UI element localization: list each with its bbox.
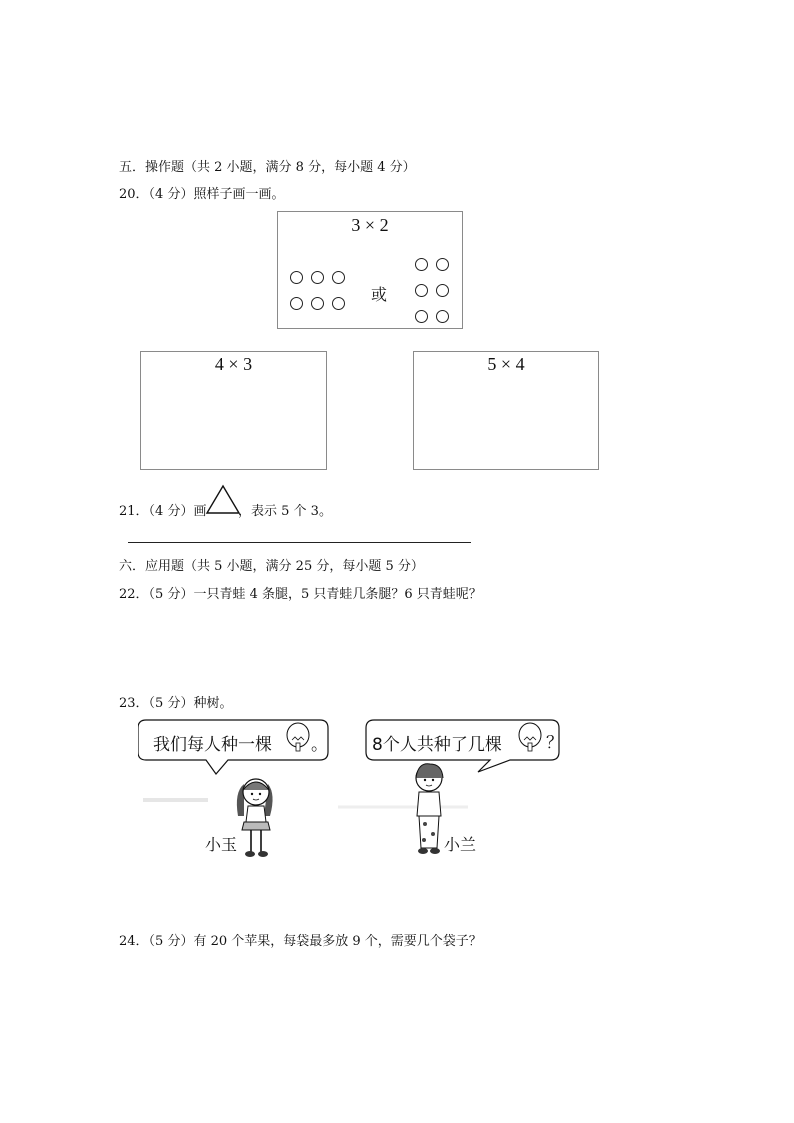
speech-bubble-left-end: 。 bbox=[311, 735, 328, 755]
speech-bubble-right-end: ？ bbox=[546, 733, 563, 753]
circle-icon bbox=[436, 310, 449, 323]
or-label: 或 bbox=[371, 285, 388, 304]
circle-icon bbox=[436, 284, 449, 297]
circle-icon bbox=[290, 297, 303, 310]
question-23-text: 23．（5 分）种树。 bbox=[119, 696, 233, 711]
question-21-prefix: 21．（4 分）画 bbox=[119, 504, 207, 519]
circle-icon bbox=[311, 271, 324, 284]
circle-icon bbox=[415, 284, 428, 297]
circle-icon bbox=[415, 310, 428, 323]
girl-figure-right bbox=[416, 764, 443, 854]
answer-box-4x3-title: 4 × 3 bbox=[214, 354, 253, 374]
answer-box-5x4[interactable] bbox=[413, 351, 599, 470]
section-5-heading: 五．操作题（共 2 小题，满分 8 分，每小题 4 分） bbox=[119, 160, 416, 175]
section-6-heading: 六．应用题（共 5 小题，满分 25 分，每小题 5 分） bbox=[119, 559, 424, 574]
circle-icon bbox=[332, 271, 345, 284]
example-box bbox=[277, 211, 463, 329]
circle-icon bbox=[332, 297, 345, 310]
circle-icon bbox=[436, 258, 449, 271]
answer-box-5x4-title: 5 × 4 bbox=[487, 354, 525, 374]
circle-icon bbox=[311, 297, 324, 310]
question-24-text: 24．（5 分）有 20 个苹果，每袋最多放 9 个，需要几个袋子？ bbox=[119, 934, 482, 949]
question-22-text: 22．（5 分）一只青蛙 4 条腿，5 只青蛙几条腿？6 只青蛙呢？ bbox=[119, 587, 482, 602]
question-21-suffix: ，表示 5 个 3。 bbox=[238, 504, 332, 519]
example-box-title: 3 × 2 bbox=[351, 215, 389, 235]
girl-figure-left bbox=[237, 779, 273, 857]
circle-icon bbox=[290, 271, 303, 284]
name-xiaoyu: 小玉 bbox=[205, 835, 238, 854]
question-20-text: 20．（4 分）照样子画一画。 bbox=[119, 187, 285, 202]
answer-line[interactable] bbox=[128, 542, 471, 543]
name-xiaolan: 小兰 bbox=[444, 835, 477, 854]
circle-icon bbox=[415, 258, 428, 271]
speech-bubble-right-text: 8个人共种了几棵 bbox=[372, 735, 502, 755]
triangle-icon bbox=[205, 484, 241, 516]
answer-box-4x3[interactable] bbox=[140, 351, 327, 470]
speech-bubble-left-text: 我们每人种一棵 bbox=[153, 735, 272, 755]
